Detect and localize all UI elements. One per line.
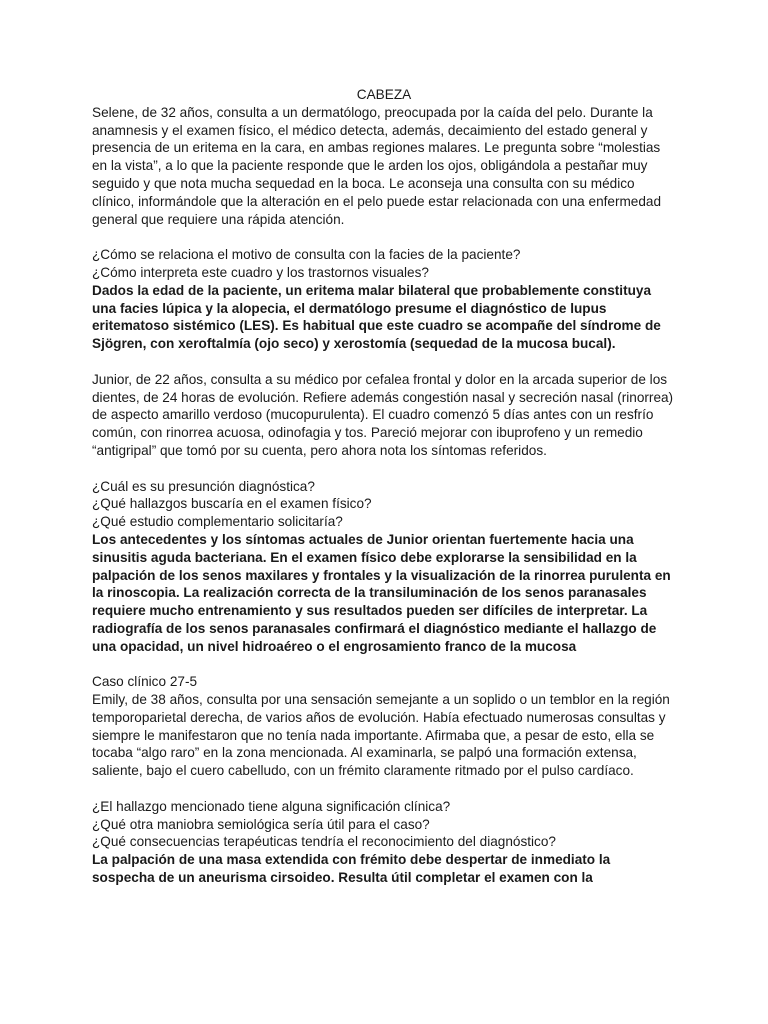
case-question: ¿El hallazgo mencionado tiene alguna significación clínica? [92,798,451,814]
case-question: ¿Cuál es su presunción diagnóstica? [92,478,315,494]
case-question: ¿Qué estudio complementario solicitaría? [92,514,343,530]
spacer [92,353,676,371]
page-title: CABEZA [356,87,412,102]
case-emily [92,673,676,887]
spacer [92,656,676,674]
case-question: ¿Qué hallazgos buscaría en el examen físico? [92,496,372,512]
case-question: ¿Cómo interpreta este cuadro y los trastornos visuales? [92,264,429,280]
case-heading: Caso clínico 27-5 [92,674,198,690]
case-answer: Dados la edad de la paciente, un eritema malar bilateral que probablemente constituya una facies lúpica y la alopecia, el dermatólogo presume el diagnóstico de lupus eritematoso sistémico (LES). Es habitual que este cuadro se acompañe del síndrome de Sjögren, con xeroftalmía (ojo seco) y xerostomía (sequedad de la mucosa bucal). [92,282,661,352]
case-question: ¿Cómo se relaciona el motivo de consulta con la facies de la paciente? [92,247,521,263]
case-junior [92,371,676,656]
spacer [92,228,676,246]
case-selene [92,104,676,353]
case-answer: La palpación de una masa extendida con frémito debe despertar de inmediato la sospecha de un aneurisma cirsoideo. Resulta útil completar el examen con la [92,852,611,886]
spacer [92,780,676,798]
spacer [92,460,676,478]
case-narrative: Selene, de 32 años, consulta a un dermatólogo, preocupada por la caída del pelo. Durante la anamnesis y el examen físico, el médico detecta, además, decaimiento del estado general y presencia de un eritema en la cara, en ambas regiones malares. Le pregunta sobre “molestias en la vista”, a lo que la paciente responde que le arden los ojos, obligándola a pestañar muy seguido y que nota mucha sequedad en la boca. Le aconseja una consulta con su médico clínico, informándole que la alteración en el pelo puede estar relacionada con una enfermedad general que requiere una rápida atención. [92,104,662,227]
case-question: ¿Qué otra maniobra semiológica sería útil para el caso? [92,816,430,832]
case-narrative: Junior, de 22 años, consulta a su médico por cefalea frontal y dolor en la arcada superior de los dientes, de 24 horas de evolución. Refiere además congestión nasal y secreción nasal (rinorrea) de aspecto amarillo verdoso (mucopurulenta). El cuadro comenzó 5 días antes con un resfrío común, con rinorrea acuosa, odinofagia y tos. Pareció mejorar con ibuprofeno y un remedio “antigripal” que tomó por su cuenta, pero ahora nota los síntomas referidos. [92,371,674,458]
case-answer: Los antecedentes y los síntomas actuales de Junior orientan fuertemente hacia una sinusitis aguda bacteriana. En el examen físico debe explorarse la sensibilidad en la palpación de los senos maxilares y frontales y la visualización de la rinorrea purulenta en la rinoscopia. La realización correcta de la transiluminación de los senos paranasales requiere mucho entrenamiento y sus resultados pueden ser difíciles de interpretar. La radiografía de los senos paranasales confirmará el diagnóstico mediante el hallazgo de una opacidad, un nivel hidroaéreo o el engrosamiento franco de la mucosa [92,531,671,654]
case-question: ¿Qué consecuencias terapéuticas tendría el reconocimiento del diagnóstico? [92,834,556,850]
case-narrative: Emily, de 38 años, consulta por una sensación semejante a un soplido o un temblor en la región temporoparietal derecha, de varios años de evolución. Había efectuado numerosas consultas y siempre le manifestaron que no tenía nada importante. Afirmaba que, a pesar de esto, ella se tocaba “algo raro” en la zona mencionada. Al examinarla, se palpó una formación extensa, saliente, bajo el cuero cabelludo, con un frémito claramente ritmado por el pulso cardíaco. [92,692,670,779]
